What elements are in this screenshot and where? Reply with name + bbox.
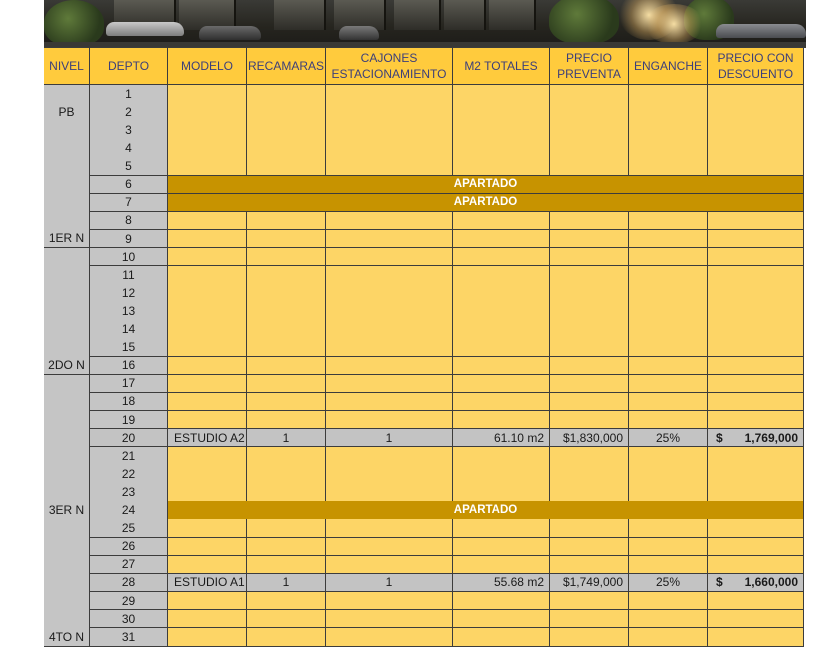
header-depto: DEPTO xyxy=(90,48,168,85)
empty-cell xyxy=(708,592,804,611)
level-label: 2DO N xyxy=(44,248,90,375)
empty-cell xyxy=(550,447,629,466)
empty-cell xyxy=(247,320,326,339)
empty-cell xyxy=(247,212,326,231)
depto-cell: 3 xyxy=(90,121,168,140)
empty-cell xyxy=(550,519,629,538)
empty-cell xyxy=(326,230,453,249)
empty-cell xyxy=(550,483,629,502)
depto-cell: 14 xyxy=(90,320,168,339)
empty-cell xyxy=(629,538,708,557)
modelo-cell: ESTUDIO A2 xyxy=(168,429,247,448)
empty-cell xyxy=(326,121,453,140)
empty-cell xyxy=(247,248,326,267)
empty-cell xyxy=(629,157,708,176)
empty-cell xyxy=(708,248,804,267)
empty-cell xyxy=(629,121,708,140)
empty-cell xyxy=(168,157,247,176)
empty-cell xyxy=(453,284,550,303)
discount-price-value: 1,769,000 xyxy=(744,430,798,445)
depto-cell: 5 xyxy=(90,157,168,176)
depto-cell: 29 xyxy=(90,592,168,611)
depto-cell: 18 xyxy=(90,393,168,412)
level-label: 3ER N xyxy=(44,375,90,520)
empty-cell xyxy=(629,85,708,104)
empty-cell xyxy=(550,157,629,176)
empty-cell xyxy=(708,465,804,484)
empty-cell xyxy=(168,628,247,647)
empty-cell xyxy=(326,411,453,430)
empty-cell xyxy=(629,556,708,575)
empty-cell xyxy=(326,538,453,557)
empty-cell xyxy=(708,320,804,339)
empty-cell xyxy=(708,447,804,466)
empty-cell xyxy=(168,411,247,430)
header-m2: M2 TOTALES xyxy=(453,48,550,85)
empty-cell xyxy=(168,248,247,267)
empty-cell xyxy=(453,447,550,466)
empty-cell xyxy=(629,411,708,430)
empty-cell xyxy=(708,212,804,231)
empty-cell xyxy=(168,610,247,629)
depto-cell: 4 xyxy=(90,139,168,158)
empty-cell xyxy=(168,139,247,158)
empty-cell xyxy=(708,628,804,647)
empty-cell xyxy=(708,483,804,502)
empty-cell xyxy=(629,519,708,538)
empty-cell xyxy=(247,357,326,376)
empty-cell xyxy=(629,465,708,484)
empty-cell xyxy=(247,230,326,249)
modelo-cell: ESTUDIO A1 xyxy=(168,574,247,593)
level-label: 4TO N xyxy=(44,519,90,646)
empty-cell xyxy=(550,592,629,611)
empty-cell xyxy=(326,103,453,122)
depto-cell: 13 xyxy=(90,302,168,321)
empty-cell xyxy=(247,483,326,502)
empty-cell xyxy=(326,212,453,231)
header-recamaras: RECAMARAS xyxy=(247,48,326,85)
empty-cell xyxy=(247,610,326,629)
empty-cell xyxy=(247,302,326,321)
empty-cell xyxy=(453,157,550,176)
empty-cell xyxy=(550,556,629,575)
empty-cell xyxy=(326,338,453,357)
empty-cell xyxy=(168,465,247,484)
empty-cell xyxy=(168,447,247,466)
depto-cell: 21 xyxy=(90,447,168,466)
empty-cell xyxy=(550,411,629,430)
empty-cell xyxy=(168,103,247,122)
m2-cell: 61.10 m2 xyxy=(453,429,550,448)
empty-cell xyxy=(629,628,708,647)
apartado-banner: APARTADO xyxy=(168,194,804,213)
empty-cell xyxy=(708,85,804,104)
depto-cell: 2 xyxy=(90,103,168,122)
empty-cell xyxy=(326,139,453,158)
empty-cell xyxy=(708,519,804,538)
empty-cell xyxy=(708,103,804,122)
empty-cell xyxy=(168,85,247,104)
currency-symbol: $ xyxy=(716,575,723,590)
empty-cell xyxy=(326,266,453,285)
empty-cell xyxy=(708,266,804,285)
depto-cell: 26 xyxy=(90,538,168,557)
empty-cell xyxy=(326,157,453,176)
empty-cell xyxy=(550,465,629,484)
empty-cell xyxy=(550,230,629,249)
empty-cell xyxy=(247,447,326,466)
empty-cell xyxy=(247,85,326,104)
empty-cell xyxy=(629,320,708,339)
empty-cell xyxy=(326,85,453,104)
empty-cell xyxy=(453,465,550,484)
empty-cell xyxy=(453,556,550,575)
empty-cell xyxy=(550,284,629,303)
empty-cell xyxy=(550,302,629,321)
empty-cell xyxy=(629,248,708,267)
cajones-cell: 1 xyxy=(326,574,453,593)
empty-cell xyxy=(247,538,326,557)
empty-cell xyxy=(708,302,804,321)
empty-cell xyxy=(708,157,804,176)
depto-cell: 23 xyxy=(90,483,168,502)
empty-cell xyxy=(708,538,804,557)
currency-symbol: $ xyxy=(716,430,723,445)
depto-cell: 9 xyxy=(90,230,168,249)
empty-cell xyxy=(550,212,629,231)
empty-cell xyxy=(550,628,629,647)
empty-cell xyxy=(326,483,453,502)
empty-cell xyxy=(708,121,804,140)
level-label: PB xyxy=(44,85,90,122)
empty-cell xyxy=(629,230,708,249)
empty-cell xyxy=(326,320,453,339)
precio-preventa-cell: $1,749,000 xyxy=(550,574,629,593)
header-precio_descuento: PRECIO CON DESCUENTO xyxy=(708,48,804,85)
empty-cell xyxy=(453,610,550,629)
empty-cell xyxy=(550,375,629,394)
empty-cell xyxy=(708,411,804,430)
empty-cell xyxy=(453,483,550,502)
apartado-banner: APARTADO xyxy=(168,176,804,195)
empty-cell xyxy=(326,556,453,575)
empty-cell xyxy=(326,592,453,611)
depto-cell: 24 xyxy=(90,501,168,520)
depto-cell: 19 xyxy=(90,411,168,430)
empty-cell xyxy=(629,447,708,466)
empty-cell xyxy=(550,357,629,376)
empty-cell xyxy=(326,465,453,484)
empty-cell xyxy=(247,139,326,158)
depto-cell: 12 xyxy=(90,284,168,303)
empty-cell xyxy=(550,266,629,285)
empty-cell xyxy=(247,465,326,484)
enganche-cell: 25% xyxy=(629,429,708,448)
empty-cell xyxy=(453,357,550,376)
precio-descuento-cell xyxy=(708,429,804,448)
depto-cell: 22 xyxy=(90,465,168,484)
depto-cell: 30 xyxy=(90,610,168,629)
empty-cell xyxy=(629,592,708,611)
empty-cell xyxy=(550,538,629,557)
empty-cell xyxy=(326,519,453,538)
empty-cell xyxy=(708,139,804,158)
empty-cell xyxy=(708,284,804,303)
enganche-cell: 25% xyxy=(629,574,708,593)
empty-cell xyxy=(168,284,247,303)
empty-cell xyxy=(453,338,550,357)
empty-cell xyxy=(326,248,453,267)
empty-cell xyxy=(168,592,247,611)
empty-cell xyxy=(247,266,326,285)
depto-cell: 15 xyxy=(90,338,168,357)
empty-cell xyxy=(629,302,708,321)
empty-cell xyxy=(168,483,247,502)
empty-cell xyxy=(168,266,247,285)
empty-cell xyxy=(453,411,550,430)
empty-cell xyxy=(168,519,247,538)
empty-cell xyxy=(247,338,326,357)
empty-cell xyxy=(629,212,708,231)
empty-cell xyxy=(453,375,550,394)
m2-cell: 55.68 m2 xyxy=(453,574,550,593)
recamaras-cell: 1 xyxy=(247,574,326,593)
empty-cell xyxy=(168,538,247,557)
empty-cell xyxy=(629,284,708,303)
depto-cell: 27 xyxy=(90,556,168,575)
depto-cell: 28 xyxy=(90,574,168,593)
empty-cell xyxy=(453,121,550,140)
empty-cell xyxy=(168,320,247,339)
empty-cell xyxy=(247,411,326,430)
depto-cell: 10 xyxy=(90,248,168,267)
empty-cell xyxy=(453,320,550,339)
empty-cell xyxy=(453,139,550,158)
empty-cell xyxy=(326,393,453,412)
depto-cell: 25 xyxy=(90,519,168,538)
empty-cell xyxy=(453,85,550,104)
empty-cell xyxy=(326,375,453,394)
empty-cell xyxy=(247,121,326,140)
depto-cell: 11 xyxy=(90,266,168,285)
empty-cell xyxy=(629,139,708,158)
cajones-cell: 1 xyxy=(326,429,453,448)
empty-cell xyxy=(453,302,550,321)
empty-cell xyxy=(550,338,629,357)
empty-cell xyxy=(453,230,550,249)
empty-cell xyxy=(708,393,804,412)
empty-cell xyxy=(326,302,453,321)
empty-cell xyxy=(247,375,326,394)
empty-cell xyxy=(453,266,550,285)
empty-cell xyxy=(326,357,453,376)
empty-cell xyxy=(629,610,708,629)
empty-cell xyxy=(629,375,708,394)
discount-price-value: 1,660,000 xyxy=(744,575,798,590)
level-label: 1ER N xyxy=(44,121,90,248)
empty-cell xyxy=(453,519,550,538)
empty-cell xyxy=(629,266,708,285)
empty-cell xyxy=(247,628,326,647)
empty-cell xyxy=(168,393,247,412)
empty-cell xyxy=(247,284,326,303)
apartado-banner: APARTADO xyxy=(168,501,804,520)
empty-cell xyxy=(708,230,804,249)
depto-cell: 8 xyxy=(90,212,168,231)
empty-cell xyxy=(247,157,326,176)
header-enganche: ENGANCHE xyxy=(629,48,708,85)
depto-cell: 17 xyxy=(90,375,168,394)
empty-cell xyxy=(168,230,247,249)
empty-cell xyxy=(168,375,247,394)
empty-cell xyxy=(629,357,708,376)
depto-cell: 7 xyxy=(90,194,168,213)
recamaras-cell: 1 xyxy=(247,429,326,448)
empty-cell xyxy=(550,248,629,267)
empty-cell xyxy=(550,610,629,629)
empty-cell xyxy=(247,393,326,412)
empty-cell xyxy=(168,121,247,140)
depto-cell: 20 xyxy=(90,429,168,448)
empty-cell xyxy=(326,610,453,629)
empty-cell xyxy=(550,85,629,104)
empty-cell xyxy=(326,628,453,647)
empty-cell xyxy=(629,338,708,357)
depto-cell: 6 xyxy=(90,176,168,195)
empty-cell xyxy=(550,393,629,412)
empty-cell xyxy=(168,338,247,357)
empty-cell xyxy=(629,393,708,412)
empty-cell xyxy=(453,393,550,412)
header-nivel: NIVEL xyxy=(44,48,90,85)
precio-preventa-cell: $1,830,000 xyxy=(550,429,629,448)
empty-cell xyxy=(550,139,629,158)
empty-cell xyxy=(453,628,550,647)
header-modelo: MODELO xyxy=(168,48,247,85)
empty-cell xyxy=(168,556,247,575)
header-precio_preventa: PRECIO PREVENTA xyxy=(550,48,629,85)
header-cajones: CAJONES ESTACIONAMIENTO xyxy=(326,48,453,85)
empty-cell xyxy=(708,357,804,376)
empty-cell xyxy=(453,538,550,557)
empty-cell xyxy=(326,284,453,303)
empty-cell xyxy=(453,592,550,611)
empty-cell xyxy=(453,103,550,122)
empty-cell xyxy=(708,375,804,394)
empty-cell xyxy=(247,592,326,611)
depto-cell: 31 xyxy=(90,628,168,647)
empty-cell xyxy=(247,556,326,575)
empty-cell xyxy=(326,447,453,466)
empty-cell xyxy=(629,483,708,502)
empty-cell xyxy=(247,519,326,538)
empty-cell xyxy=(168,302,247,321)
empty-cell xyxy=(168,357,247,376)
empty-cell xyxy=(453,248,550,267)
empty-cell xyxy=(708,556,804,575)
empty-cell xyxy=(550,121,629,140)
empty-cell xyxy=(708,610,804,629)
empty-cell xyxy=(453,212,550,231)
empty-cell xyxy=(708,338,804,357)
precio-descuento-cell xyxy=(708,574,804,593)
empty-cell xyxy=(629,103,708,122)
depto-cell: 1 xyxy=(90,85,168,104)
empty-cell xyxy=(247,103,326,122)
empty-cell xyxy=(168,212,247,231)
empty-cell xyxy=(550,103,629,122)
depto-cell: 16 xyxy=(90,357,168,376)
empty-cell xyxy=(550,320,629,339)
